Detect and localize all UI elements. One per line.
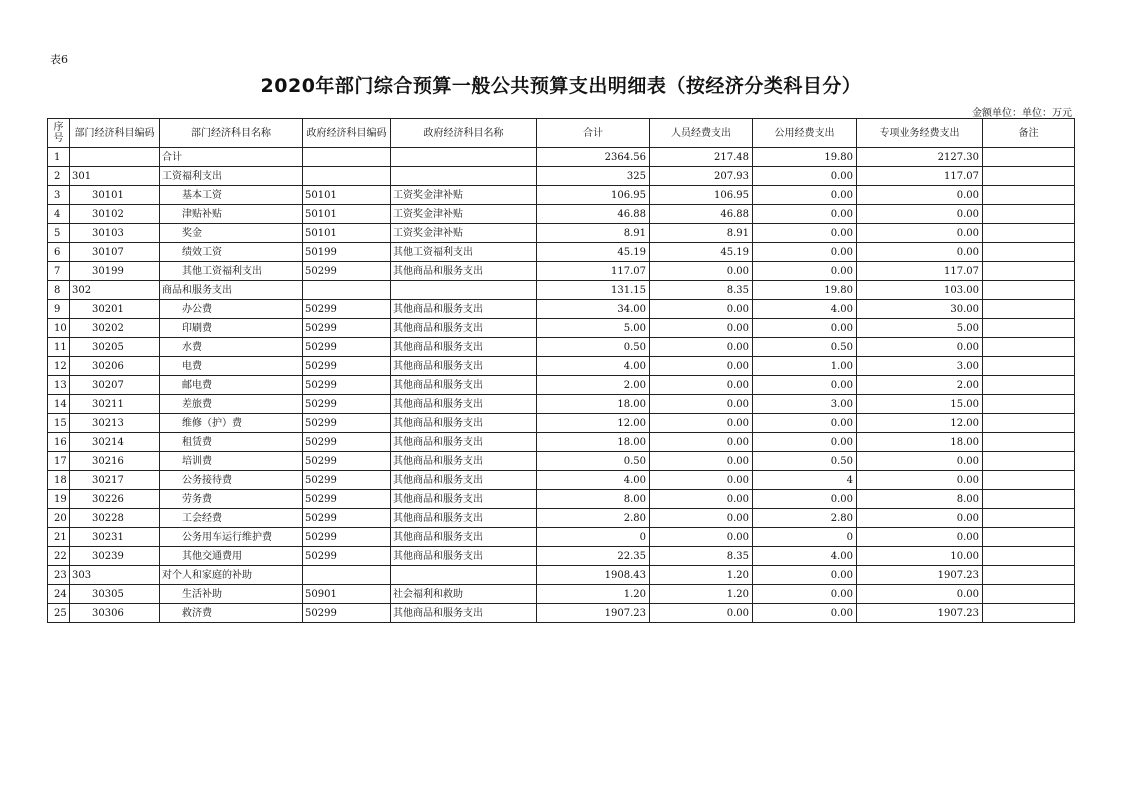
dept-name-cell: 其他工资福利支出 (160, 262, 303, 281)
gov-code-cell: 50299 (303, 262, 391, 281)
personnel-cell: 0.00 (650, 338, 753, 357)
seq-cell: 14 (48, 395, 70, 414)
dept-name-cell: 电费 (160, 357, 303, 376)
gov-code-cell: 50101 (303, 186, 391, 205)
table-row (48, 452, 1075, 471)
note-cell (983, 604, 1075, 623)
dept-name-cell: 绩效工资 (160, 243, 303, 262)
total-cell: 2.80 (537, 509, 650, 528)
personnel-cell: 8.35 (650, 547, 753, 566)
note-cell (983, 148, 1075, 167)
gov-name-cell: 其他商品和服务支出 (391, 338, 537, 357)
special-cell: 0.00 (857, 224, 983, 243)
gov-code-cell: 50299 (303, 452, 391, 471)
note-cell (983, 319, 1075, 338)
seq-cell: 24 (48, 585, 70, 604)
personnel-cell: 0.00 (650, 471, 753, 490)
public-cell: 4.00 (753, 547, 857, 566)
gov-name-cell: 其他商品和服务支出 (391, 433, 537, 452)
gov-code-cell: 50299 (303, 376, 391, 395)
total-cell: 0.50 (537, 452, 650, 471)
dept-code-cell: 30306 (70, 604, 160, 623)
special-cell: 5.00 (857, 319, 983, 338)
dept-name-cell: 水费 (160, 338, 303, 357)
total-cell: 2.00 (537, 376, 650, 395)
dept-code-cell: 30239 (70, 547, 160, 566)
table-row (48, 205, 1075, 224)
total-cell: 8.00 (537, 490, 650, 509)
dept-code-cell: 30216 (70, 452, 160, 471)
total-cell: 12.00 (537, 414, 650, 433)
table-row (48, 319, 1075, 338)
special-cell: 0.00 (857, 205, 983, 224)
total-cell: 22.35 (537, 547, 650, 566)
dept-name-cell: 工会经费 (160, 509, 303, 528)
gov-name-cell: 其他商品和服务支出 (391, 357, 537, 376)
personnel-cell: 0.00 (650, 604, 753, 623)
seq-cell: 12 (48, 357, 70, 376)
table-row (48, 585, 1075, 604)
dept-name-cell: 公务接待费 (160, 471, 303, 490)
gov-code-cell: 50199 (303, 243, 391, 262)
col-header-special: 专项业务经费支出 (857, 119, 983, 148)
table-row (48, 262, 1075, 281)
gov-name-cell: 其他商品和服务支出 (391, 490, 537, 509)
gov-code-cell (303, 167, 391, 186)
dept-code-cell (70, 148, 160, 167)
seq-cell: 21 (48, 528, 70, 547)
dept-code-cell: 30226 (70, 490, 160, 509)
personnel-cell: 0.00 (650, 433, 753, 452)
special-cell: 0.00 (857, 509, 983, 528)
seq-cell: 11 (48, 338, 70, 357)
table-header-row (48, 119, 1075, 148)
note-cell (983, 262, 1075, 281)
dept-name-cell: 差旅费 (160, 395, 303, 414)
gov-code-cell: 50299 (303, 547, 391, 566)
dept-code-cell: 30207 (70, 376, 160, 395)
total-cell: 34.00 (537, 300, 650, 319)
personnel-cell: 8.35 (650, 281, 753, 300)
public-cell: 3.00 (753, 395, 857, 414)
personnel-cell: 45.19 (650, 243, 753, 262)
seq-cell: 19 (48, 490, 70, 509)
dept-name-cell: 租赁费 (160, 433, 303, 452)
note-cell (983, 167, 1075, 186)
total-cell: 4.00 (537, 357, 650, 376)
gov-name-cell: 其他商品和服务支出 (391, 300, 537, 319)
special-cell: 3.00 (857, 357, 983, 376)
dept-code-cell: 30199 (70, 262, 160, 281)
public-cell: 0.00 (753, 243, 857, 262)
special-cell: 0.00 (857, 585, 983, 604)
special-cell: 0.00 (857, 338, 983, 357)
table-number: 表6 (50, 53, 68, 66)
public-cell: 2.80 (753, 509, 857, 528)
expenditure-table (47, 118, 1075, 623)
personnel-cell: 1.20 (650, 585, 753, 604)
special-cell: 117.07 (857, 167, 983, 186)
gov-code-cell: 50299 (303, 433, 391, 452)
total-cell: 2364.56 (537, 148, 650, 167)
table-row (48, 167, 1075, 186)
public-cell: 0.00 (753, 319, 857, 338)
dept-code-cell: 30202 (70, 319, 160, 338)
dept-code-cell: 30107 (70, 243, 160, 262)
col-header-public: 公用经费支出 (753, 119, 857, 148)
note-cell (983, 338, 1075, 357)
gov-code-cell: 50299 (303, 604, 391, 623)
note-cell (983, 547, 1075, 566)
personnel-cell: 0.00 (650, 490, 753, 509)
gov-name-cell: 工资奖金津补贴 (391, 186, 537, 205)
personnel-cell: 0.00 (650, 452, 753, 471)
table-body (48, 148, 1075, 623)
personnel-cell: 0.00 (650, 395, 753, 414)
total-cell: 1.20 (537, 585, 650, 604)
note-cell (983, 471, 1075, 490)
gov-name-cell (391, 167, 537, 186)
col-header-dept-name: 部门经济科目名称 (160, 119, 303, 148)
note-cell (983, 205, 1075, 224)
note-cell (983, 224, 1075, 243)
total-cell: 325 (537, 167, 650, 186)
personnel-cell: 106.95 (650, 186, 753, 205)
public-cell: 0.50 (753, 338, 857, 357)
personnel-cell: 0.00 (650, 357, 753, 376)
table-row (48, 528, 1075, 547)
public-cell: 0.00 (753, 490, 857, 509)
note-cell (983, 566, 1075, 585)
personnel-cell: 217.48 (650, 148, 753, 167)
total-cell: 5.00 (537, 319, 650, 338)
table-row (48, 395, 1075, 414)
special-cell: 8.00 (857, 490, 983, 509)
public-cell: 0.00 (753, 585, 857, 604)
personnel-cell: 8.91 (650, 224, 753, 243)
dept-name-cell: 生活补助 (160, 585, 303, 604)
note-cell (983, 281, 1075, 300)
seq-cell: 22 (48, 547, 70, 566)
personnel-cell: 0.00 (650, 509, 753, 528)
col-header-personnel: 人员经费支出 (650, 119, 753, 148)
seq-cell: 13 (48, 376, 70, 395)
table-row (48, 243, 1075, 262)
public-cell: 0.00 (753, 262, 857, 281)
dept-name-cell: 奖金 (160, 224, 303, 243)
public-cell: 0.00 (753, 604, 857, 623)
note-cell (983, 300, 1075, 319)
dept-name-cell: 救济费 (160, 604, 303, 623)
col-header-total: 合计 (537, 119, 650, 148)
dept-code-cell: 30305 (70, 585, 160, 604)
total-cell: 106.95 (537, 186, 650, 205)
dept-name-cell: 邮电费 (160, 376, 303, 395)
note-cell (983, 357, 1075, 376)
personnel-cell: 0.00 (650, 414, 753, 433)
public-cell: 0.00 (753, 414, 857, 433)
note-cell (983, 509, 1075, 528)
dept-name-cell: 合计 (160, 148, 303, 167)
note-cell (983, 452, 1075, 471)
dept-name-cell: 培训费 (160, 452, 303, 471)
public-cell: 0.00 (753, 566, 857, 585)
personnel-cell: 0.00 (650, 528, 753, 547)
gov-name-cell: 工资奖金津补贴 (391, 224, 537, 243)
public-cell: 19.80 (753, 148, 857, 167)
gov-name-cell: 其他商品和服务支出 (391, 528, 537, 547)
dept-code-cell: 30206 (70, 357, 160, 376)
gov-code-cell: 50299 (303, 395, 391, 414)
special-cell: 18.00 (857, 433, 983, 452)
gov-code-cell: 50299 (303, 528, 391, 547)
col-header-gov-code: 政府经济科目编码 (303, 119, 391, 148)
total-cell: 131.15 (537, 281, 650, 300)
gov-name-cell: 其他商品和服务支出 (391, 414, 537, 433)
note-cell (983, 585, 1075, 604)
total-cell: 18.00 (537, 395, 650, 414)
special-cell: 1907.23 (857, 566, 983, 585)
seq-cell: 6 (48, 243, 70, 262)
total-cell: 45.19 (537, 243, 650, 262)
page-title: 2020年部门综合预算一般公共预算支出明细表（按经济分类科目分） (260, 75, 862, 97)
note-cell (983, 414, 1075, 433)
total-cell: 1908.43 (537, 566, 650, 585)
total-cell: 0 (537, 528, 650, 547)
col-header-gov-name: 政府经济科目名称 (391, 119, 537, 148)
table-row (48, 566, 1075, 585)
table-row (48, 376, 1075, 395)
dept-name-cell: 维修（护）费 (160, 414, 303, 433)
seq-cell: 10 (48, 319, 70, 338)
note-cell (983, 490, 1075, 509)
dept-code-cell: 30211 (70, 395, 160, 414)
special-cell: 117.07 (857, 262, 983, 281)
personnel-cell: 0.00 (650, 262, 753, 281)
gov-code-cell: 50101 (303, 205, 391, 224)
dept-name-cell: 基本工资 (160, 186, 303, 205)
table-row (48, 186, 1075, 205)
note-cell (983, 433, 1075, 452)
special-cell: 15.00 (857, 395, 983, 414)
table-row (48, 547, 1075, 566)
public-cell: 0.50 (753, 452, 857, 471)
public-cell: 19.80 (753, 281, 857, 300)
special-cell: 103.00 (857, 281, 983, 300)
public-cell: 0.00 (753, 224, 857, 243)
seq-cell: 3 (48, 186, 70, 205)
gov-name-cell: 其他商品和服务支出 (391, 509, 537, 528)
personnel-cell: 1.20 (650, 566, 753, 585)
seq-cell: 25 (48, 604, 70, 623)
public-cell: 0.00 (753, 205, 857, 224)
gov-code-cell: 50299 (303, 300, 391, 319)
seq-cell: 8 (48, 281, 70, 300)
gov-name-cell: 其他商品和服务支出 (391, 452, 537, 471)
table-row (48, 300, 1075, 319)
seq-cell: 17 (48, 452, 70, 471)
gov-name-cell: 其他工资福利支出 (391, 243, 537, 262)
special-cell: 0.00 (857, 452, 983, 471)
note-cell (983, 395, 1075, 414)
dept-code-cell: 30231 (70, 528, 160, 547)
gov-name-cell: 其他商品和服务支出 (391, 604, 537, 623)
gov-name-cell: 其他商品和服务支出 (391, 262, 537, 281)
seq-cell: 9 (48, 300, 70, 319)
gov-code-cell: 50299 (303, 490, 391, 509)
public-cell: 0.00 (753, 433, 857, 452)
special-cell: 0.00 (857, 471, 983, 490)
table-row (48, 338, 1075, 357)
table-row (48, 224, 1075, 243)
seq-cell: 7 (48, 262, 70, 281)
seq-cell: 20 (48, 509, 70, 528)
seq-cell: 4 (48, 205, 70, 224)
personnel-cell: 0.00 (650, 300, 753, 319)
public-cell: 0.00 (753, 167, 857, 186)
gov-name-cell: 其他商品和服务支出 (391, 319, 537, 338)
table-row (48, 490, 1075, 509)
gov-name-cell (391, 148, 537, 167)
special-cell: 2127.30 (857, 148, 983, 167)
total-cell: 8.91 (537, 224, 650, 243)
gov-code-cell: 50299 (303, 338, 391, 357)
dept-name-cell: 津贴补贴 (160, 205, 303, 224)
gov-name-cell (391, 281, 537, 300)
total-cell: 4.00 (537, 471, 650, 490)
special-cell: 2.00 (857, 376, 983, 395)
dept-code-cell: 30213 (70, 414, 160, 433)
gov-code-cell (303, 566, 391, 585)
public-cell: 4.00 (753, 300, 857, 319)
gov-name-cell: 工资奖金津补贴 (391, 205, 537, 224)
gov-code-cell: 50101 (303, 224, 391, 243)
gov-name-cell: 其他商品和服务支出 (391, 376, 537, 395)
dept-code-cell: 301 (70, 167, 160, 186)
seq-cell: 15 (48, 414, 70, 433)
table-row (48, 604, 1075, 623)
dept-code-cell: 30205 (70, 338, 160, 357)
special-cell: 0.00 (857, 243, 983, 262)
special-cell: 12.00 (857, 414, 983, 433)
table-row (48, 357, 1075, 376)
dept-name-cell: 对个人和家庭的补助 (160, 566, 303, 585)
table-row (48, 509, 1075, 528)
gov-name-cell: 其他商品和服务支出 (391, 471, 537, 490)
note-cell (983, 376, 1075, 395)
gov-name-cell: 其他商品和服务支出 (391, 547, 537, 566)
col-header-note: 备注 (983, 119, 1075, 148)
special-cell: 30.00 (857, 300, 983, 319)
seq-cell: 5 (48, 224, 70, 243)
dept-name-cell: 办公费 (160, 300, 303, 319)
public-cell: 0 (753, 528, 857, 547)
dept-code-cell: 30103 (70, 224, 160, 243)
dept-name-cell: 印刷费 (160, 319, 303, 338)
total-cell: 0.50 (537, 338, 650, 357)
seq-cell: 18 (48, 471, 70, 490)
gov-name-cell: 社会福利和救助 (391, 585, 537, 604)
dept-name-cell: 公务用车运行维护费 (160, 528, 303, 547)
special-cell: 1907.23 (857, 604, 983, 623)
total-cell: 117.07 (537, 262, 650, 281)
gov-code-cell: 50901 (303, 585, 391, 604)
seq-cell: 1 (48, 148, 70, 167)
dept-name-cell: 其他交通费用 (160, 547, 303, 566)
total-cell: 18.00 (537, 433, 650, 452)
col-header-seq: 序号 (48, 119, 70, 148)
dept-code-cell: 30102 (70, 205, 160, 224)
special-cell: 0.00 (857, 528, 983, 547)
public-cell: 1.00 (753, 357, 857, 376)
table-row (48, 281, 1075, 300)
seq-cell: 2 (48, 167, 70, 186)
dept-code-cell: 302 (70, 281, 160, 300)
dept-name-cell: 商品和服务支出 (160, 281, 303, 300)
total-cell: 1907.23 (537, 604, 650, 623)
gov-code-cell (303, 148, 391, 167)
dept-code-cell: 30228 (70, 509, 160, 528)
special-cell: 10.00 (857, 547, 983, 566)
amount-unit: 金额单位：单位：万元 (972, 108, 1072, 119)
public-cell: 4 (753, 471, 857, 490)
dept-code-cell: 30217 (70, 471, 160, 490)
gov-code-cell: 50299 (303, 357, 391, 376)
gov-code-cell: 50299 (303, 509, 391, 528)
dept-code-cell: 30101 (70, 186, 160, 205)
seq-cell: 23 (48, 566, 70, 585)
col-header-dept-code: 部门经济科目编码 (70, 119, 160, 148)
special-cell: 0.00 (857, 186, 983, 205)
gov-name-cell: 其他商品和服务支出 (391, 395, 537, 414)
personnel-cell: 0.00 (650, 376, 753, 395)
dept-name-cell: 工资福利支出 (160, 167, 303, 186)
dept-code-cell: 30201 (70, 300, 160, 319)
personnel-cell: 207.93 (650, 167, 753, 186)
dept-code-cell: 30214 (70, 433, 160, 452)
gov-code-cell (303, 281, 391, 300)
table-row (48, 148, 1075, 167)
public-cell: 0.00 (753, 376, 857, 395)
gov-code-cell: 50299 (303, 471, 391, 490)
table-row (48, 433, 1075, 452)
seq-cell: 16 (48, 433, 70, 452)
note-cell (983, 243, 1075, 262)
public-cell: 0.00 (753, 186, 857, 205)
gov-name-cell (391, 566, 537, 585)
note-cell (983, 528, 1075, 547)
table-row (48, 471, 1075, 490)
total-cell: 46.88 (537, 205, 650, 224)
table-row (48, 414, 1075, 433)
personnel-cell: 46.88 (650, 205, 753, 224)
personnel-cell: 0.00 (650, 319, 753, 338)
gov-code-cell: 50299 (303, 414, 391, 433)
dept-name-cell: 劳务费 (160, 490, 303, 509)
dept-code-cell: 303 (70, 566, 160, 585)
note-cell (983, 186, 1075, 205)
gov-code-cell: 50299 (303, 319, 391, 338)
